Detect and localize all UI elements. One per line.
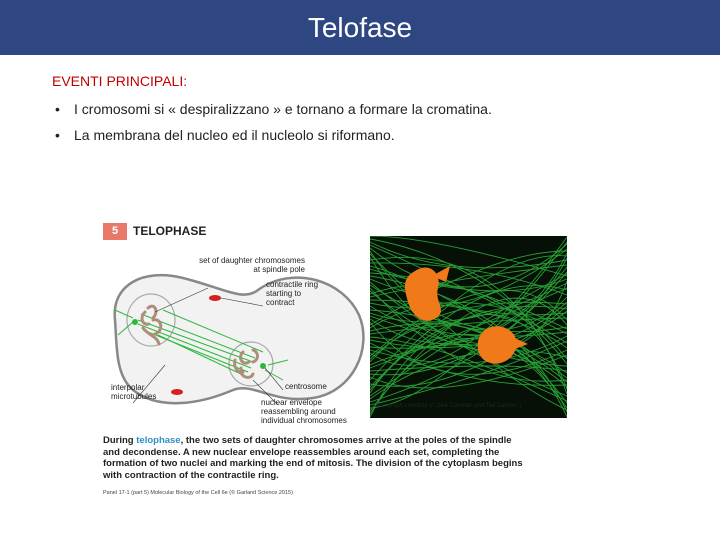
section-heading: EVENTI PRINCIPALI: <box>52 73 188 89</box>
label-contractile-ring <box>266 280 318 307</box>
label-line: nuclear envelope <box>261 398 322 407</box>
label-line: contractile ring <box>266 280 319 289</box>
label-daughter-chromosomes <box>179 256 305 274</box>
caption-rest: , the two sets of daughter chromosomes arrive at the poles of the spindle and decondense. A new nuclear envelope reassembles around each set, completing the formation of two nuclei and marking the end of mitosis. The division of the cytoplasm begins with contraction of the contractile ring. <box>103 435 523 481</box>
label-line: at spindle pole <box>253 265 305 274</box>
contractile-ring-top <box>209 295 221 301</box>
bullet-marker: • <box>55 101 60 117</box>
label-line: reassembling around <box>261 407 336 416</box>
contractile-ring-bottom <box>171 389 183 395</box>
bullet-text: I cromosomi si « despiralizzano » e tornano a formare la cromatina. <box>74 101 492 117</box>
title-bar <box>0 0 720 55</box>
label-interpolar-microtubules <box>111 383 156 401</box>
label-line: microtubules <box>111 392 157 401</box>
panel-number-badge: 5 <box>103 223 127 240</box>
telophase-diagram <box>103 240 373 430</box>
bullet-marker: • <box>55 127 60 143</box>
label-line: individual chromosomes <box>261 416 347 425</box>
label-nuclear-envelope <box>261 398 347 425</box>
slide-title: Telofase <box>307 11 413 43</box>
label-line: contract <box>266 298 295 307</box>
figure-caption <box>103 435 523 481</box>
micrograph-svg <box>370 236 567 418</box>
telophase-micrograph <box>370 236 567 418</box>
telophase-figure <box>103 220 573 510</box>
bullet-text: La membrana del nucleo ed il nucleolo si riformano. <box>74 127 395 143</box>
micrograph-credit: (Micrograph courtesy of Julie Canman and Ted Salmon.) <box>371 403 521 409</box>
label-line: interpolar <box>111 383 145 392</box>
panel-title: TELOPHASE <box>133 224 207 238</box>
label-centrosome: centrosome <box>285 382 327 391</box>
label-line: starting to <box>266 289 302 298</box>
centrosome-left <box>132 319 138 325</box>
caption-start: During <box>103 435 137 446</box>
caption-keyword: telophase <box>136 435 181 446</box>
label-line: set of daughter chromosomes <box>199 256 305 265</box>
figure-source: Panel 17-1 (part 5) Molecular Biology of the Cell 6e (© Garland Science 2015) <box>103 490 293 496</box>
